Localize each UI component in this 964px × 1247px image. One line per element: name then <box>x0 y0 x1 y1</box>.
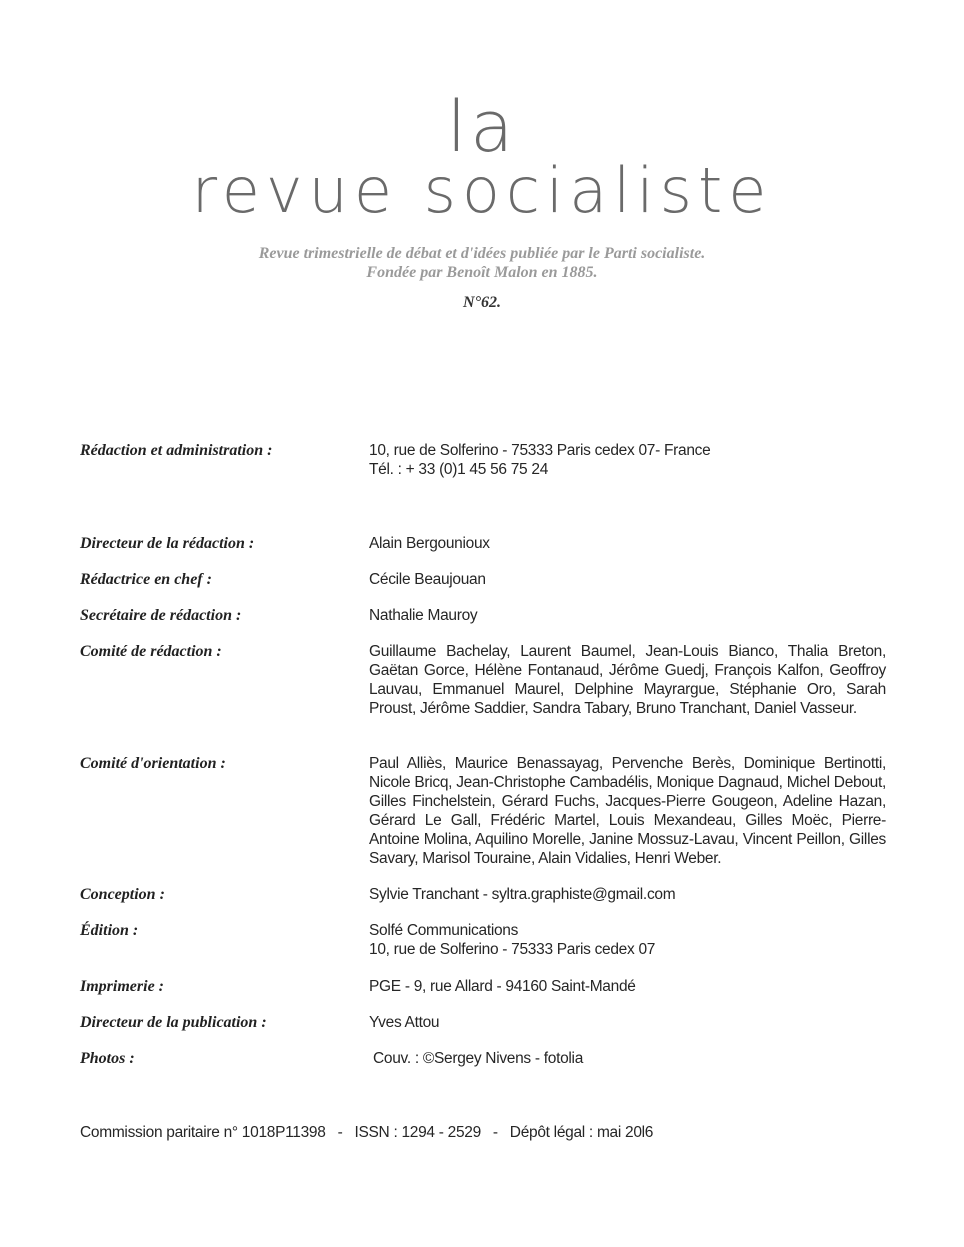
value-line: Couv. : ©Sergey Nivens - fotolia <box>369 1050 584 1067</box>
logo-title-revue-socialiste: revue socialiste <box>191 154 773 227</box>
entry-label: Édition : <box>80 922 139 939</box>
entry-label: Secrétaire de rédaction : <box>80 607 242 624</box>
logo-title-la: la <box>446 86 518 168</box>
entry-value: Guillaume Bachelay, Laurent Baumel, Jean-Louis Bianco, Thalia Breton, Gaëtan Gorce, Hélène Fontanaud, Jérôme Guedj, François Kalfon, Geoffroy Lauvau, Emmanuel Maurel, Delphine Mayrargue, Stéphanie Oro, Sarah Proust, Jérôme Saddier, Sandra Tabary, Bruno Tranchant, Daniel Vasseur. <box>369 643 886 717</box>
entry-value <box>369 570 886 589</box>
value-line: Solfé Communications <box>369 922 519 939</box>
value-line: PGE - 9, rue Allard - 94160 Saint-Mandé <box>369 978 636 995</box>
entry-value <box>369 977 886 996</box>
value-line: Alain Bergounioux <box>369 535 490 552</box>
issue-number: N°62. <box>463 294 501 311</box>
entry-value <box>369 441 886 479</box>
entry-value <box>369 534 886 553</box>
address-line: 10, rue de Solferino - 75333 Paris cedex 07- France <box>369 442 711 459</box>
entry-label: Rédactrice en chef : <box>80 571 212 588</box>
subtitle-line-1: Revue trimestrielle de débat et d'idées publiée par le Parti socialiste. <box>258 245 706 262</box>
value-line: Yves Attou <box>369 1014 440 1031</box>
entry-value <box>369 885 886 904</box>
subtitle-line-2: Fondée par Benoît Malon en 1885. <box>366 264 598 281</box>
entry-label: Comité de rédaction : <box>80 643 222 660</box>
phone-line: Tél. : + 33 (0)1 45 56 75 24 <box>369 461 549 478</box>
value-line: 10, rue de Solferino - 75333 Paris cedex 07 <box>369 941 656 958</box>
value-line: Sylvie Tranchant - syltra.graphiste@gmail.com <box>369 886 676 903</box>
value-line: Cécile Beaujouan <box>369 571 486 588</box>
entry-label: Directeur de la publication : <box>80 1014 267 1031</box>
footer-legal-info: Commission paritaire n° 1018P11398 - ISSN : 1294 - 2529 - Dépôt légal : mai 20l6 <box>80 1124 654 1141</box>
entry-value <box>369 1049 886 1068</box>
entry-value <box>369 1013 886 1032</box>
value-line: Nathalie Mauroy <box>369 607 478 624</box>
entry-label: Directeur de la rédaction : <box>80 535 255 552</box>
entry-value <box>369 606 886 625</box>
entry-label: Photos : <box>80 1050 135 1067</box>
entry-value: Paul Alliès, Maurice Benassayag, Pervenche Berès, Dominique Bertinotti, Nicole Bricq, Jean-Christophe Cambadélis, Monique Dagnaud, Michel Debout, Gilles Finchelstein, Gérard Fuchs, Jacques-Pierre Gougeon, Adeline Hazan, Gérard Le Gall, Frédéric Martel, Louis Mexandeau, Gilles Moëc, Pierre-Antoine Molina, Aquilino Morelle, Janine Mossuz-Lavau, Vincent Peillon, Gilles Savary, Marisol Touraine, Alain Vidalies, Henri Weber. <box>369 755 886 867</box>
entry-value <box>369 921 886 959</box>
entry-label: Imprimerie : <box>80 978 164 995</box>
entry-label: Comité d'orientation : <box>80 755 226 772</box>
entry-label: Rédaction et administration : <box>80 442 273 459</box>
entry-label: Conception : <box>80 886 165 903</box>
